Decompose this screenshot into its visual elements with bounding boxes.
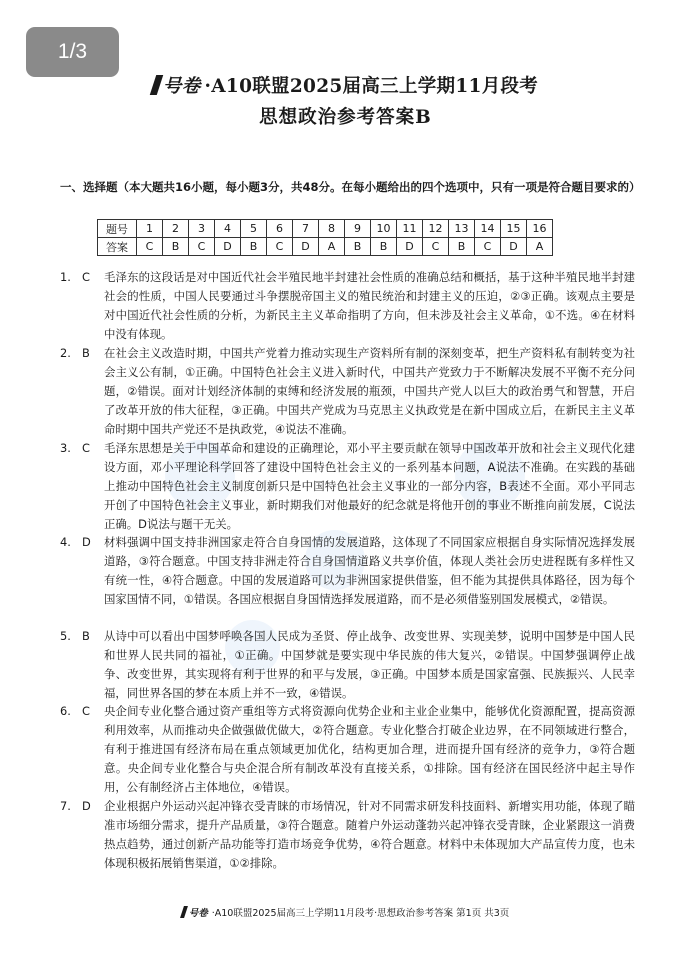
explanation-text: 企业根据户外运动兴起冲锋衣受青睐的市场情况，针对不同需求研发科技面料、新增实用功能，体现了瞄准市场细分需求，提升产品质量，③符合题意。随着户外运动蓬勃兴起冲锋衣受青睐，企业紧跟这一消费热点趋势，通过创新产品功能等打造市场竞争优势，④符合题意。材料中未体现加大产品宣传力度，也未体现积极拓展销售渠道，①②排除。 — [104, 799, 635, 870]
question-number-cell: 9 — [345, 220, 371, 238]
answer-cell: B — [449, 238, 475, 256]
question-answer: D — [82, 799, 91, 813]
document-title — [0, 72, 691, 98]
question-answer: C — [82, 270, 90, 284]
question-explanation — [60, 533, 635, 609]
question-number: 4. — [60, 535, 71, 549]
answer-cell: B — [241, 238, 267, 256]
answer-cell: C — [137, 238, 163, 256]
answer-cell: D — [293, 238, 319, 256]
explanation-text: 从诗中可以看出中国梦呼唤各国人民成为圣贤、停止战争、改变世界、实现美梦，说明中国梦是中国人民和世界人民共同的福祉，①正确。中国梦就是要实现中华民族的伟大复兴，②错误。中国梦强调停止战争、改变世界，其实现将有利于世界的和平与发展，③正确。中国梦本质是国家富强、民族振兴、人民幸福，同世界各国的梦在本质上并不一致，④错误。 — [104, 629, 635, 700]
question-number: 5. — [60, 629, 71, 643]
answer-cell: C — [423, 238, 449, 256]
question-explanation — [60, 268, 635, 344]
question-number: 3. — [60, 441, 71, 455]
question-answer: D — [82, 535, 91, 549]
footer-logo-text: 号卷 — [188, 908, 208, 919]
answer-cell: D — [215, 238, 241, 256]
answer-cell: A — [319, 238, 345, 256]
question-number-cell: 6 — [267, 220, 293, 238]
title-line-1: ·A10联盟2025届高三上学期11月段考 — [204, 76, 539, 97]
question-explanation — [60, 344, 635, 439]
answer-cell: D — [501, 238, 527, 256]
answer-cell: C — [267, 238, 293, 256]
question-answer: B — [82, 629, 90, 643]
answer-cell: C — [189, 238, 215, 256]
brand-logo-mark — [150, 75, 163, 95]
question-number-cell: 2 — [163, 220, 189, 238]
row-label-number: 题号 — [98, 220, 137, 238]
explanation-text: 在社会主义改造时期，中国共产党着力推动实现生产资料所有制的深刻变革，把生产资料私有制转变为社会主义公有制，①正确。中国特色社会主义进入新时代，中国共产党致力于不断解决发展不平衡不充分问题，②错误。面对计划经济体制的束缚和经济发展的瓶颈，中国共产党人以巨大的政治勇气和智慧，开启了改革开放的伟大征程，③正确。中国共产党成为马克思主义执政党是在新中国成立后，在新民主主义革命时期中国共产党还不是执政党，④说法不准确。 — [104, 346, 635, 436]
answer-cell: B — [371, 238, 397, 256]
question-number-cell: 1 — [137, 220, 163, 238]
brand-logo-text: 号卷 — [162, 76, 201, 97]
question-number: 7. — [60, 799, 71, 813]
question-number-cell: 16 — [527, 220, 553, 238]
answer-table-number-row — [98, 220, 553, 238]
answer-cell: B — [163, 238, 189, 256]
question-number: 6. — [60, 704, 71, 718]
question-number-cell: 11 — [397, 220, 423, 238]
question-number-cell: 15 — [501, 220, 527, 238]
question-number-cell: 4 — [215, 220, 241, 238]
footer-text: ·A10联盟2025届高三上学期11月段考·思想政治参考答案 第1页 共3页 — [211, 908, 510, 919]
question-explanation — [60, 702, 635, 797]
explanation-text: 毛泽东的这段话是对中国近代社会半殖民地半封建社会性质的准确总结和概括，基于这种半殖民地半封建社会的性质，中国人民要通过斗争摆脱帝国主义的殖民统治和封建主义的压迫，②③正确。该观点主要是对中国近代社会性质的分析，为新民主主义革命指明了方向，但未涉及社会主义革命，①不选。④在材料中没有体现。 — [104, 270, 635, 341]
question-number: 2. — [60, 346, 71, 360]
answer-cell: D — [397, 238, 423, 256]
question-number-cell: 3 — [189, 220, 215, 238]
question-number-cell: 13 — [449, 220, 475, 238]
question-answer: B — [82, 346, 90, 360]
question-number: 1. — [60, 270, 71, 284]
answer-cell: A — [527, 238, 553, 256]
question-number-cell: 7 — [293, 220, 319, 238]
answer-table-answer-row — [98, 238, 553, 256]
explanation-text: 央企间专业化整合通过资产重组等方式将资源向优势企业和主业企业集中，能够优化资源配置，提高资源利用效率，从而推动央企做强做优做大，②符合题意。专业化整合打破企业边界，在不同领域进行整合，有利于推进国有经济布局在重点领域更加优化，结构更加合理，进而提升国有经济的竞争力，③符合题意。央企间专业化整合与央企混合所有制改革没有直接关系，①排除。国有经济在国民经济中起主导作用，公有制经济占主体地位，④错误。 — [104, 704, 635, 794]
answer-table — [97, 219, 553, 256]
question-explanation — [60, 439, 635, 534]
question-answer: C — [82, 704, 90, 718]
question-number-cell: 5 — [241, 220, 267, 238]
question-number-cell: 12 — [423, 220, 449, 238]
question-number-cell: 10 — [371, 220, 397, 238]
answer-cell: C — [475, 238, 501, 256]
footer-logo-mark — [180, 906, 188, 918]
document-subtitle: 思想政治参考答案B — [259, 107, 432, 128]
answer-cell: B — [345, 238, 371, 256]
question-number-cell: 8 — [319, 220, 345, 238]
row-label-answer: 答案 — [98, 238, 137, 256]
section-heading: 一、选择题（本大题共16小题，每小题3分，共48分。在每小题给出的四个选项中，只有一项是符合题目要求的） — [60, 180, 641, 194]
question-answer: C — [82, 441, 90, 455]
question-explanation — [60, 627, 635, 703]
explanation-text: 毛泽东思想是关于中国革命和建设的正确理论，邓小平主要贡献在领导中国改革开放和社会主义现代化建设方面，邓小平理论科学回答了建设中国特色社会主义的一系列基本问题，A说法不准确。在实践的基础上推动中国特色社会主义制度创新只是中国特色社会主义事业的一部分内容，B表述不全面。邓小平同志开创了中国特色社会主义事业，新时期我们对他最好的纪念就是将他开创的事业不断推向前发展，C说法正确。D说法与题干无关。 — [104, 441, 635, 531]
explanation-text: 材料强调中国支持非洲国家走符合自身国情的发展道路，这体现了不同国家应根据自身实际情况选择发展道路，③符合题意。中国支持非洲走符合自身国情道路义共享价值，体现人类社会历史进程既有多样性又有统一性，④符合题意。中国的发展道路可以为非洲国家提供借鉴，但不能为其提供具体路径，因为每个国家国情不同，①错误。各国应根据自身国情选择发展道路，而不是必须借鉴别国发展模式，②错误。 — [104, 535, 635, 606]
question-explanation — [60, 797, 635, 873]
page-footer — [0, 905, 691, 919]
question-number-cell: 14 — [475, 220, 501, 238]
page-indicator[interactable]: 1/3 — [26, 27, 119, 77]
